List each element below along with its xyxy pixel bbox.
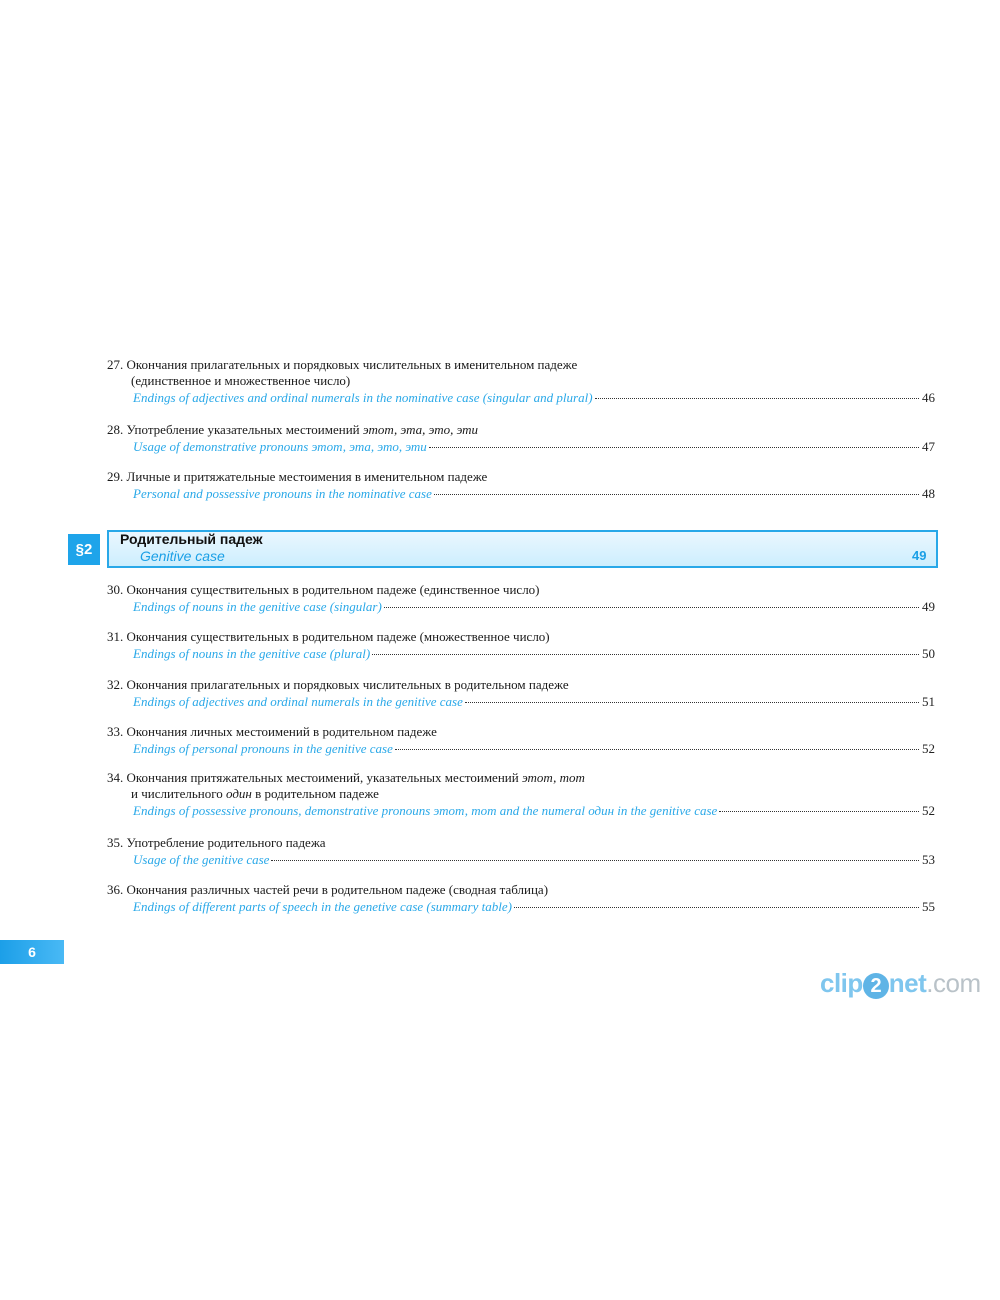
- clip2net-watermark: clip 2 net.com: [820, 968, 981, 998]
- toc-entry-en-title[interactable]: Usage of demonstrative pronouns этот, эта, это, эти 47: [133, 439, 935, 454]
- toc-entry-en-title[interactable]: Endings of different parts of speech in the genetive case (summary table) 55: [133, 899, 935, 914]
- toc-page-number: 53: [922, 852, 935, 867]
- toc-entry-28: [107, 422, 935, 455]
- toc-page-number: 50: [922, 646, 935, 661]
- toc-page-number: 47: [922, 439, 935, 454]
- toc-entry-en-title[interactable]: Endings of nouns in the genitive case (plural) 50: [133, 646, 935, 661]
- toc-page-number: 48: [922, 486, 935, 501]
- toc-page-number: 52: [922, 803, 935, 818]
- toc-entry-33: [107, 724, 935, 757]
- toc-entry-ru-title: 34. Окончания притяжательных местоимений, указательных местоимений этот, тот и числительного один в родительном падеже: [107, 770, 935, 802]
- page-number: 6: [0, 940, 64, 964]
- toc-entry-ru-continuation: и числительного один в родительном падеже: [131, 786, 379, 801]
- toc-entry-ru-title: 32. Окончания прилагательных и порядковых числительных в родительном падеже: [107, 677, 569, 692]
- toc-page-number: 49: [922, 599, 935, 614]
- toc-entry-en-title[interactable]: Endings of adjectives and ordinal numerals in the nominative case (singular and plural) 46: [133, 390, 935, 405]
- section-page-number: 49: [912, 548, 927, 563]
- toc-entry-ru-title: 36. Окончания различных частей речи в родительном падеже (сводная таблица): [107, 882, 549, 897]
- toc-page-number: 52: [922, 741, 935, 756]
- toc-page-number: 46: [922, 390, 935, 405]
- toc-entry-ru-title: 35. Употребление родительного падежа: [107, 835, 326, 850]
- toc-entry-ru-title: 29. Личные и притяжательные местоимения в именительном падеже: [107, 469, 488, 484]
- toc-entry-ru-continuation: (единственное и множественное число): [131, 373, 351, 388]
- toc-entry-34: [107, 770, 935, 819]
- toc-entry-35: [107, 835, 935, 868]
- toc-entry-ru-title: 30. Окончания существительных в родительном падеже (единственное число): [107, 582, 540, 597]
- toc-entry-en-title[interactable]: Endings of adjectives and ordinal numerals in the genitive case 51: [133, 694, 935, 709]
- section-badge: §2: [68, 534, 100, 565]
- toc-entry-en-title[interactable]: Endings of personal pronouns in the genitive case 52: [133, 741, 935, 756]
- toc-entry-en-title[interactable]: Endings of possessive pronouns, demonstrative pronouns этот, тот and the numeral один in the genitive case 52: [133, 803, 935, 818]
- toc-entry-27: [107, 357, 935, 406]
- toc-entry-en-title[interactable]: Usage of the genitive case 53: [133, 852, 935, 867]
- toc-entry-36: [107, 882, 935, 915]
- section-title-en[interactable]: Genitive case: [140, 548, 225, 564]
- toc-entry-30: [107, 582, 935, 615]
- toc-page-number: 55: [922, 899, 935, 914]
- section-title-ru: Родительный падеж: [120, 531, 263, 547]
- toc-entry-29: [107, 469, 935, 502]
- toc-entry-32: [107, 677, 935, 710]
- toc-page-number: 51: [922, 694, 935, 709]
- toc-entry-en-title[interactable]: Endings of nouns in the genitive case (singular) 49: [133, 599, 935, 614]
- toc-entry-ru-title: 31. Окончания существительных в родительном падеже (множественное число): [107, 629, 550, 644]
- toc-entry-31: [107, 629, 935, 662]
- toc-entry-ru-title: 27. Окончания прилагательных и порядковых числительных в именительном падеже (единственное и множественное число): [107, 357, 935, 389]
- toc-entry-ru-title: 33. Окончания личных местоимений в родительном падеже: [107, 724, 437, 739]
- toc-entry-en-title[interactable]: Personal and possessive pronouns in the nominative case 48: [133, 486, 935, 501]
- toc-entry-ru-title: 28. Употребление указательных местоимений этот, эта, это, эти: [107, 422, 479, 437]
